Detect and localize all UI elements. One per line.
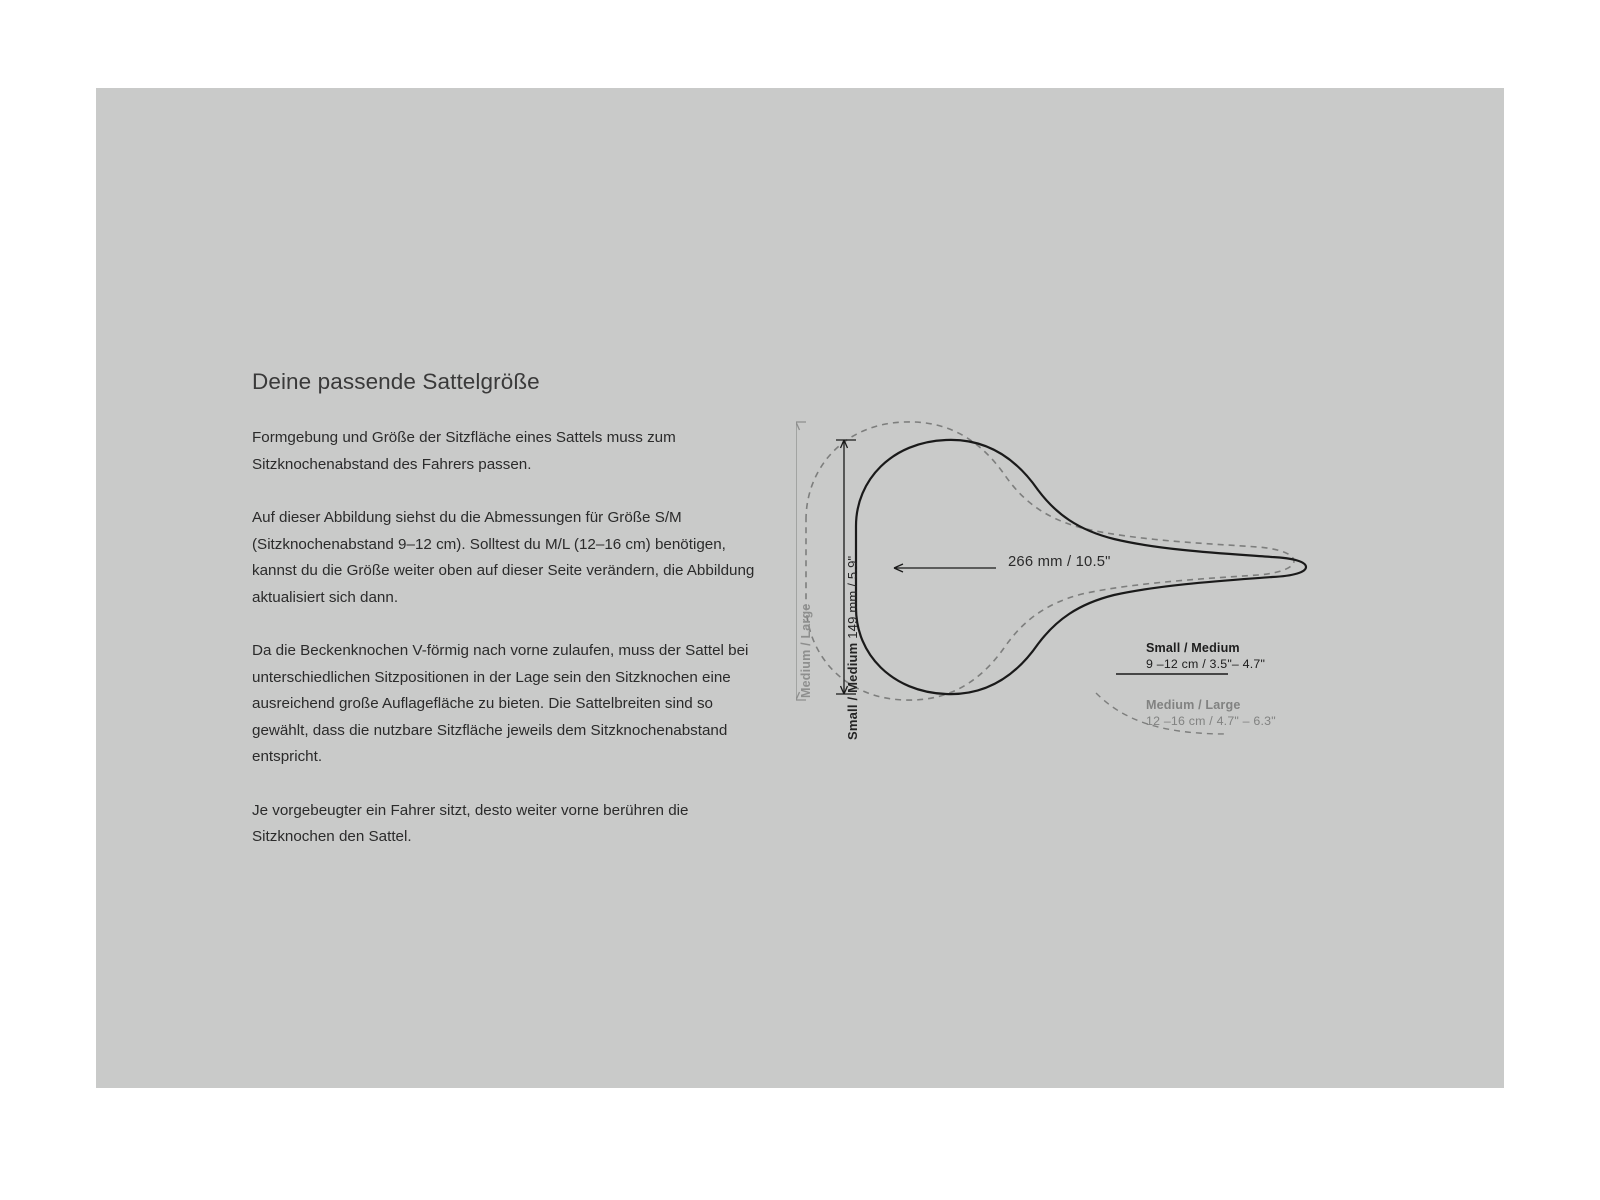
saddle-diagram: [796, 408, 1356, 738]
height-label-small-medium-value: 149 mm / 5.9": [845, 555, 860, 643]
legend-item-small-medium: [1146, 641, 1265, 671]
height-label-small-medium-bold: Small / Medium: [845, 642, 860, 740]
legend-range-medium-large: 12 –16 cm / 4.7" – 6.3": [1146, 714, 1276, 728]
paragraph-1: Formgebung und Größe der Sitzfläche eines Sattels muss zum Sitzknochenabstand des Fahrers passen.: [252, 429, 676, 473]
legend-title-medium-large: Medium / Large: [1146, 698, 1241, 712]
panel-content: [96, 88, 1504, 1088]
legend-title-small-medium: Small / Medium: [1146, 641, 1240, 655]
height-label-medium-large: Medium / Large: [799, 603, 813, 698]
width-label: 266 mm / 10.5": [1008, 554, 1111, 570]
paragraph-4: Je vorgebeugter ein Fahrer sitzt, desto weiter vorne berühren die Sitzknochen den Sattel.: [252, 801, 689, 845]
paragraph-2: Auf dieser Abbildung siehst du die Abmessungen für Größe S/M (Sitzknochenabstand 9–12 cm). Solltest du M/L (12–16 cm) benötigen, kannst du die Größe weiter oben auf dieser Seite verändern, die Abbildung aktualisiert sich dann.: [252, 509, 755, 606]
content-panel: [96, 88, 1504, 1088]
saddle-diagram-svg: [796, 408, 1356, 738]
legend-range-small-medium: 9 –12 cm / 3.5"– 4.7": [1146, 657, 1266, 671]
page-title: Deine passende Sattelgröße: [252, 369, 540, 394]
legend-item-medium-large: [1146, 698, 1276, 728]
paragraph-3: Da die Beckenknochen V-förmig nach vorne zulaufen, muss der Sattel bei unterschiedlichen Sitzpositionen in der Lage sein den Sitzknochen eine ausreichend große Auflagefläche zu bieten. Die Sattelbreiten sind so gewählt, dass die nutzbare Sitzfläche jeweils dem Sitzknochenabstand entspricht.: [252, 642, 749, 765]
text-column: [252, 368, 772, 851]
height-label-small-medium: [845, 556, 860, 740]
